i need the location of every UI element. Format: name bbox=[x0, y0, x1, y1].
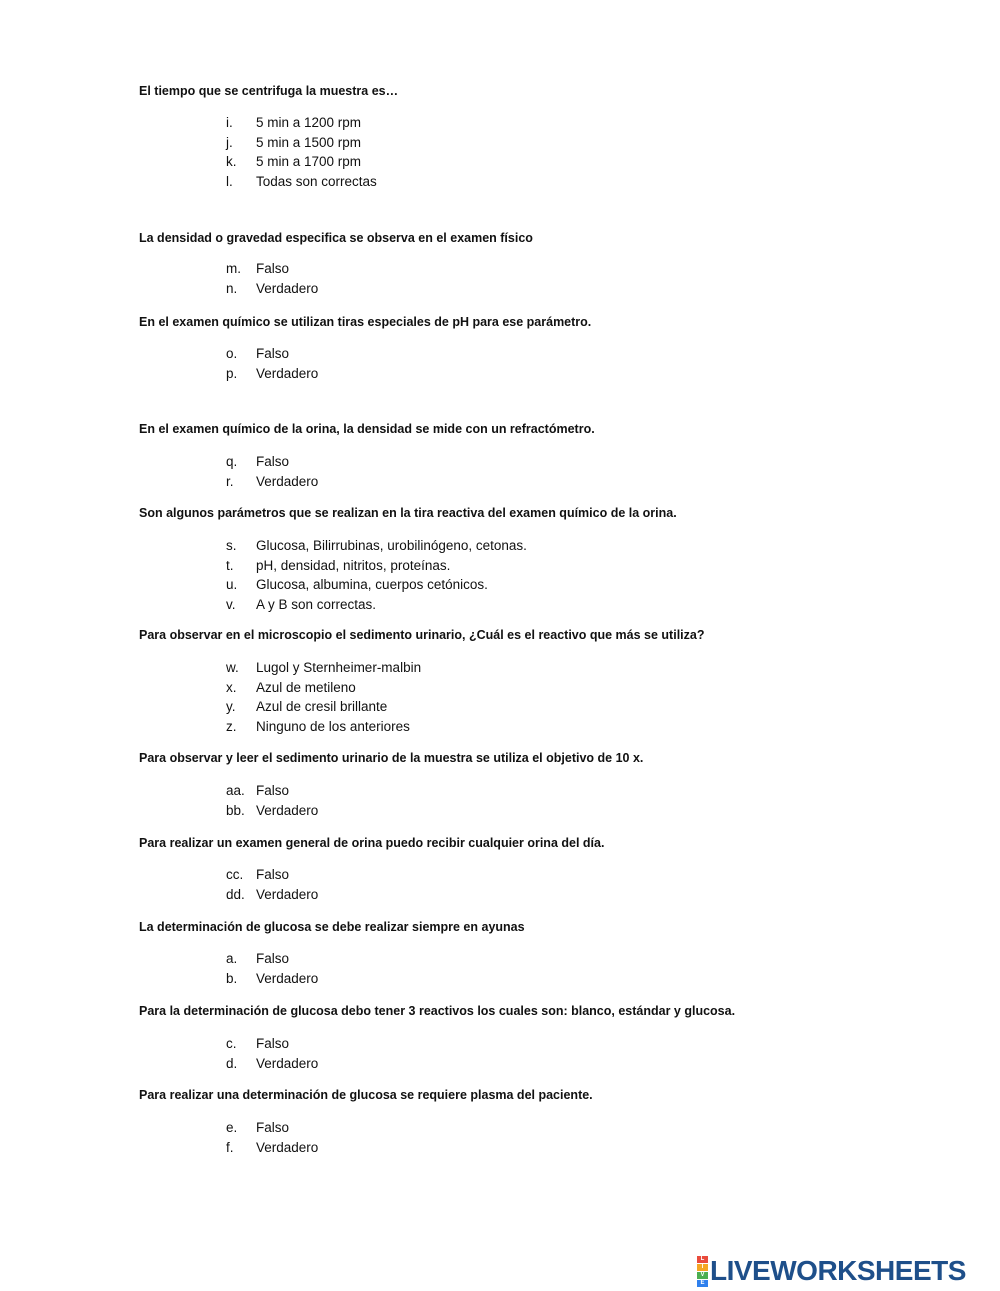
option[interactable] bbox=[226, 172, 377, 192]
option[interactable] bbox=[226, 133, 377, 153]
option-text: Verdadero bbox=[256, 280, 319, 296]
options-10 bbox=[226, 1034, 318, 1073]
option-label: b. bbox=[226, 970, 238, 986]
option-label: u. bbox=[226, 577, 238, 592]
options-3 bbox=[226, 344, 318, 383]
option-label: x. bbox=[226, 679, 237, 695]
options-4 bbox=[226, 452, 318, 491]
option-text: Glucosa, albumina, cuerpos cetónicos. bbox=[256, 577, 488, 592]
option-text: Glucosa, Bilirrubinas, urobilinógeno, cetonas. bbox=[256, 538, 527, 553]
option[interactable] bbox=[226, 1118, 318, 1138]
options-1 bbox=[226, 113, 377, 191]
option-text: Verdadero bbox=[256, 1055, 319, 1071]
options-2 bbox=[226, 259, 318, 298]
option[interactable] bbox=[226, 556, 527, 576]
option[interactable] bbox=[226, 259, 318, 279]
option[interactable] bbox=[226, 364, 318, 384]
options-9 bbox=[226, 949, 318, 988]
option-text: Falso bbox=[256, 783, 290, 798]
option[interactable] bbox=[226, 678, 421, 698]
option-text: Verdadero bbox=[256, 886, 319, 902]
option-text: Verdadero bbox=[256, 802, 319, 818]
option-text: Verdadero bbox=[256, 970, 319, 986]
option[interactable] bbox=[226, 949, 318, 969]
option[interactable] bbox=[226, 152, 377, 172]
option-label: c. bbox=[226, 1036, 237, 1051]
option-text: Falso bbox=[256, 1036, 290, 1051]
option[interactable] bbox=[226, 697, 421, 717]
question-4: En el examen químico de la orina, la densidad se mide con un refractómetro. bbox=[139, 422, 595, 436]
option-label: s. bbox=[226, 538, 237, 553]
option[interactable] bbox=[226, 1138, 318, 1158]
question-7: Para observar y leer el sedimento urinario de la muestra se utiliza el objetivo de 10 x. bbox=[139, 751, 644, 765]
option-label: p. bbox=[226, 365, 238, 381]
option[interactable] bbox=[226, 595, 527, 615]
option-label: r. bbox=[226, 473, 234, 489]
option-text: Falso bbox=[256, 346, 290, 361]
option-text: Verdadero bbox=[256, 1139, 319, 1155]
option[interactable] bbox=[226, 113, 377, 133]
option-label: n. bbox=[226, 280, 238, 296]
options-11 bbox=[226, 1118, 318, 1157]
option[interactable] bbox=[226, 452, 318, 472]
option-label: q. bbox=[226, 454, 238, 469]
option-label: cc. bbox=[226, 867, 244, 882]
question-2: La densidad o gravedad especifica se observa en el examen físico bbox=[139, 231, 533, 245]
option-label: w. bbox=[226, 660, 239, 675]
option-label: dd. bbox=[226, 886, 245, 902]
option[interactable] bbox=[226, 536, 527, 556]
option[interactable] bbox=[226, 801, 318, 821]
option-text: Lugol y Sternheimer-malbin bbox=[256, 660, 422, 675]
option-text: 5 min a 1500 rpm bbox=[256, 134, 362, 150]
option-label: i. bbox=[226, 115, 233, 130]
option-label: j. bbox=[226, 134, 233, 150]
option-label: d. bbox=[226, 1055, 238, 1071]
option-label: z. bbox=[226, 718, 237, 734]
option[interactable] bbox=[226, 1054, 318, 1074]
option-text: Falso bbox=[256, 1120, 290, 1135]
option-text: Ninguno de los anteriores bbox=[256, 718, 410, 734]
option-label: o. bbox=[226, 346, 238, 361]
option-text: 5 min a 1700 rpm bbox=[256, 154, 362, 169]
option-label: v. bbox=[226, 596, 236, 612]
option-label: f. bbox=[226, 1139, 234, 1155]
option-label: a. bbox=[226, 951, 238, 966]
option-label: m. bbox=[226, 261, 241, 276]
option-label: e. bbox=[226, 1120, 238, 1135]
question-11: Para realizar una determinación de glucosa se requiere plasma del paciente. bbox=[139, 1088, 593, 1102]
option[interactable] bbox=[226, 781, 318, 801]
question-9: La determinación de glucosa se debe realizar siempre en ayunas bbox=[139, 920, 525, 934]
option-text: Falso bbox=[256, 261, 290, 276]
question-1: El tiempo que se centrifuga la muestra es… bbox=[139, 84, 399, 98]
option[interactable] bbox=[226, 885, 318, 905]
option-text: pH, densidad, nitritos, proteínas. bbox=[256, 557, 451, 573]
option-text: Falso bbox=[256, 454, 290, 469]
option[interactable] bbox=[226, 717, 421, 737]
option-text: Falso bbox=[256, 951, 290, 966]
option-text: Verdadero bbox=[256, 365, 319, 381]
option-text: Todas son correctas bbox=[256, 173, 377, 189]
option-text: 5 min a 1200 rpm bbox=[256, 115, 362, 130]
options-7 bbox=[226, 781, 318, 820]
option-text: A y B son correctas. bbox=[256, 596, 377, 612]
option-label: y. bbox=[226, 699, 236, 714]
liveworksheets-logo bbox=[697, 1255, 966, 1287]
question-3: En el examen químico se utilizan tiras especiales de pH para ese parámetro. bbox=[139, 315, 592, 329]
question-8: Para realizar un examen general de orina puedo recibir cualquier orina del día. bbox=[139, 836, 605, 850]
option-label: l. bbox=[226, 173, 233, 189]
options-5 bbox=[226, 536, 527, 614]
question-10: Para la determinación de glucosa debo tener 3 reactivos los cuales son: blanco, estándar y glucosa. bbox=[139, 1004, 736, 1018]
option[interactable] bbox=[226, 969, 318, 989]
option[interactable] bbox=[226, 865, 318, 885]
option-text: Azul de metileno bbox=[256, 679, 356, 695]
option[interactable] bbox=[226, 472, 318, 492]
option-text: Azul de cresil brillante bbox=[256, 699, 388, 714]
option-text: Verdadero bbox=[256, 473, 319, 489]
option-text: Falso bbox=[256, 867, 290, 882]
option[interactable] bbox=[226, 575, 527, 595]
logo-badge-icon: L I V E bbox=[697, 1255, 708, 1287]
option-label: k. bbox=[226, 154, 237, 169]
option[interactable] bbox=[226, 1034, 318, 1054]
option[interactable] bbox=[226, 279, 318, 299]
option-label: aa. bbox=[226, 783, 245, 798]
question-5: Son algunos parámetros que se realizan en la tira reactiva del examen químico de la orina. bbox=[139, 506, 677, 520]
option[interactable] bbox=[226, 344, 318, 364]
option-label: t. bbox=[226, 557, 234, 573]
option-label: bb. bbox=[226, 802, 245, 818]
option[interactable] bbox=[226, 658, 421, 678]
logo-text: LIVEWORKSHEETS bbox=[710, 1255, 966, 1286]
options-6 bbox=[226, 658, 421, 736]
question-6: Para observar en el microscopio el sedimento urinario, ¿Cuál es el reactivo que más se utiliza? bbox=[139, 628, 705, 642]
options-8 bbox=[226, 865, 318, 904]
